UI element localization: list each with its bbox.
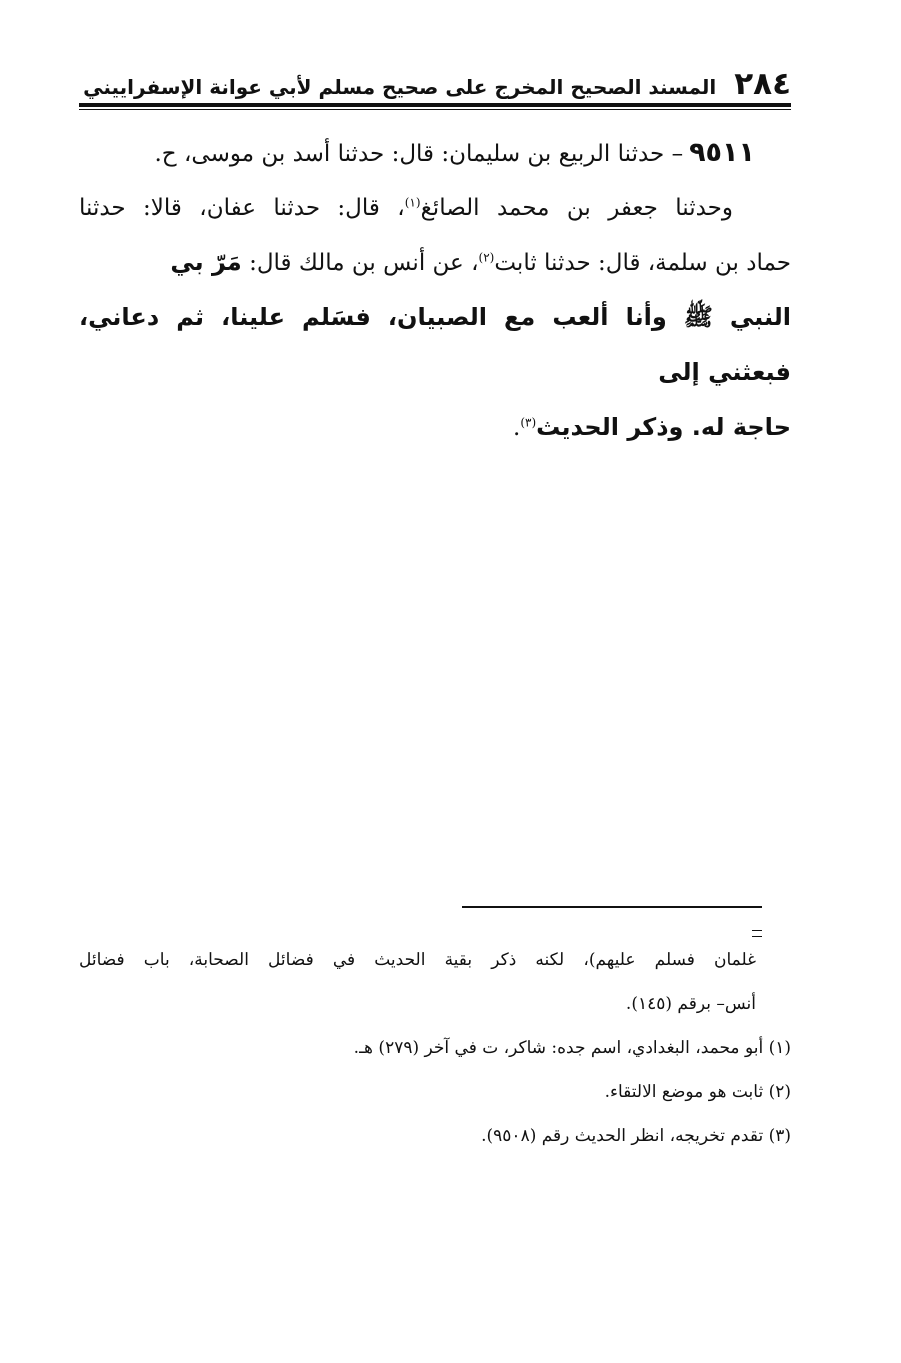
matn-opening: مَرّ بي xyxy=(170,248,242,276)
footnote-reference-3[interactable]: (٣) xyxy=(520,415,537,430)
page-header xyxy=(79,62,791,100)
matn-first-line xyxy=(79,290,791,400)
footnote-divider xyxy=(462,906,762,908)
page-number: ٢٨٤ xyxy=(734,66,791,102)
isnad-line-1: – حدثنا الربيع بن سليمان: قال: حدثنا أسد بن موسى، ح. xyxy=(154,141,684,167)
footnote-1: (١) أبو محمد، البغدادي، اسم جده: شاكر، ت في آخر (٢٧٩) هـ. xyxy=(353,1038,791,1058)
isnad-line-3-start: حماد بن سلمة، قال: حدثنا ثابت xyxy=(494,250,791,276)
end-punctuation: . xyxy=(513,415,521,441)
hadith-second-line xyxy=(79,181,791,235)
footnote-continued-line-1: غلمان فسلم عليهم)، لكنه ذكر بقية الحديث في فضائل الصحابة، باب فضائل xyxy=(79,950,756,970)
footnote-continued-line-2: أنس– برقم (١٤٥). xyxy=(625,994,756,1014)
isnad-line-2-start: وحدثنا جعفر بن محمد الصائغ xyxy=(420,195,733,221)
hadith-number: ٩٥١١ xyxy=(689,137,755,168)
matn-text-1: النبي ﷺ وأنا ألعب مع الصبيان، فسَلم علينا، ثم دعاني، فبعثني إلى xyxy=(79,303,791,386)
footnote-continuation-mark xyxy=(752,930,762,937)
matn-second-line xyxy=(79,400,791,455)
header-thin-rule xyxy=(79,109,791,110)
main-text xyxy=(79,126,791,455)
matn-text-2: حاجة له. وذكر الحديث xyxy=(536,413,791,441)
isnad-line-3-end: ، عن أنس بن مالك قال: xyxy=(241,250,479,276)
header-rule xyxy=(79,103,791,107)
hadith-first-line xyxy=(79,126,791,181)
isnad-line-2-end: ، قال: حدثنا عفان، قالا: حدثنا xyxy=(79,195,405,221)
footnote-reference-1[interactable]: (١) xyxy=(404,195,421,210)
footnote-2: (٢) ثابت هو موضع الالتقاء. xyxy=(604,1082,791,1102)
footnotes-section xyxy=(79,938,791,1158)
hadith-third-line xyxy=(79,235,791,290)
footnote-3: (٣) تقدم تخريجه، انظر الحديث رقم (٩٥٠٨). xyxy=(481,1126,791,1146)
running-title: المسند الصحيح المخرج على صحيح مسلم لأبي عوانة الإسفراييني xyxy=(83,75,717,99)
footnote-reference-2[interactable]: (٢) xyxy=(478,250,495,265)
